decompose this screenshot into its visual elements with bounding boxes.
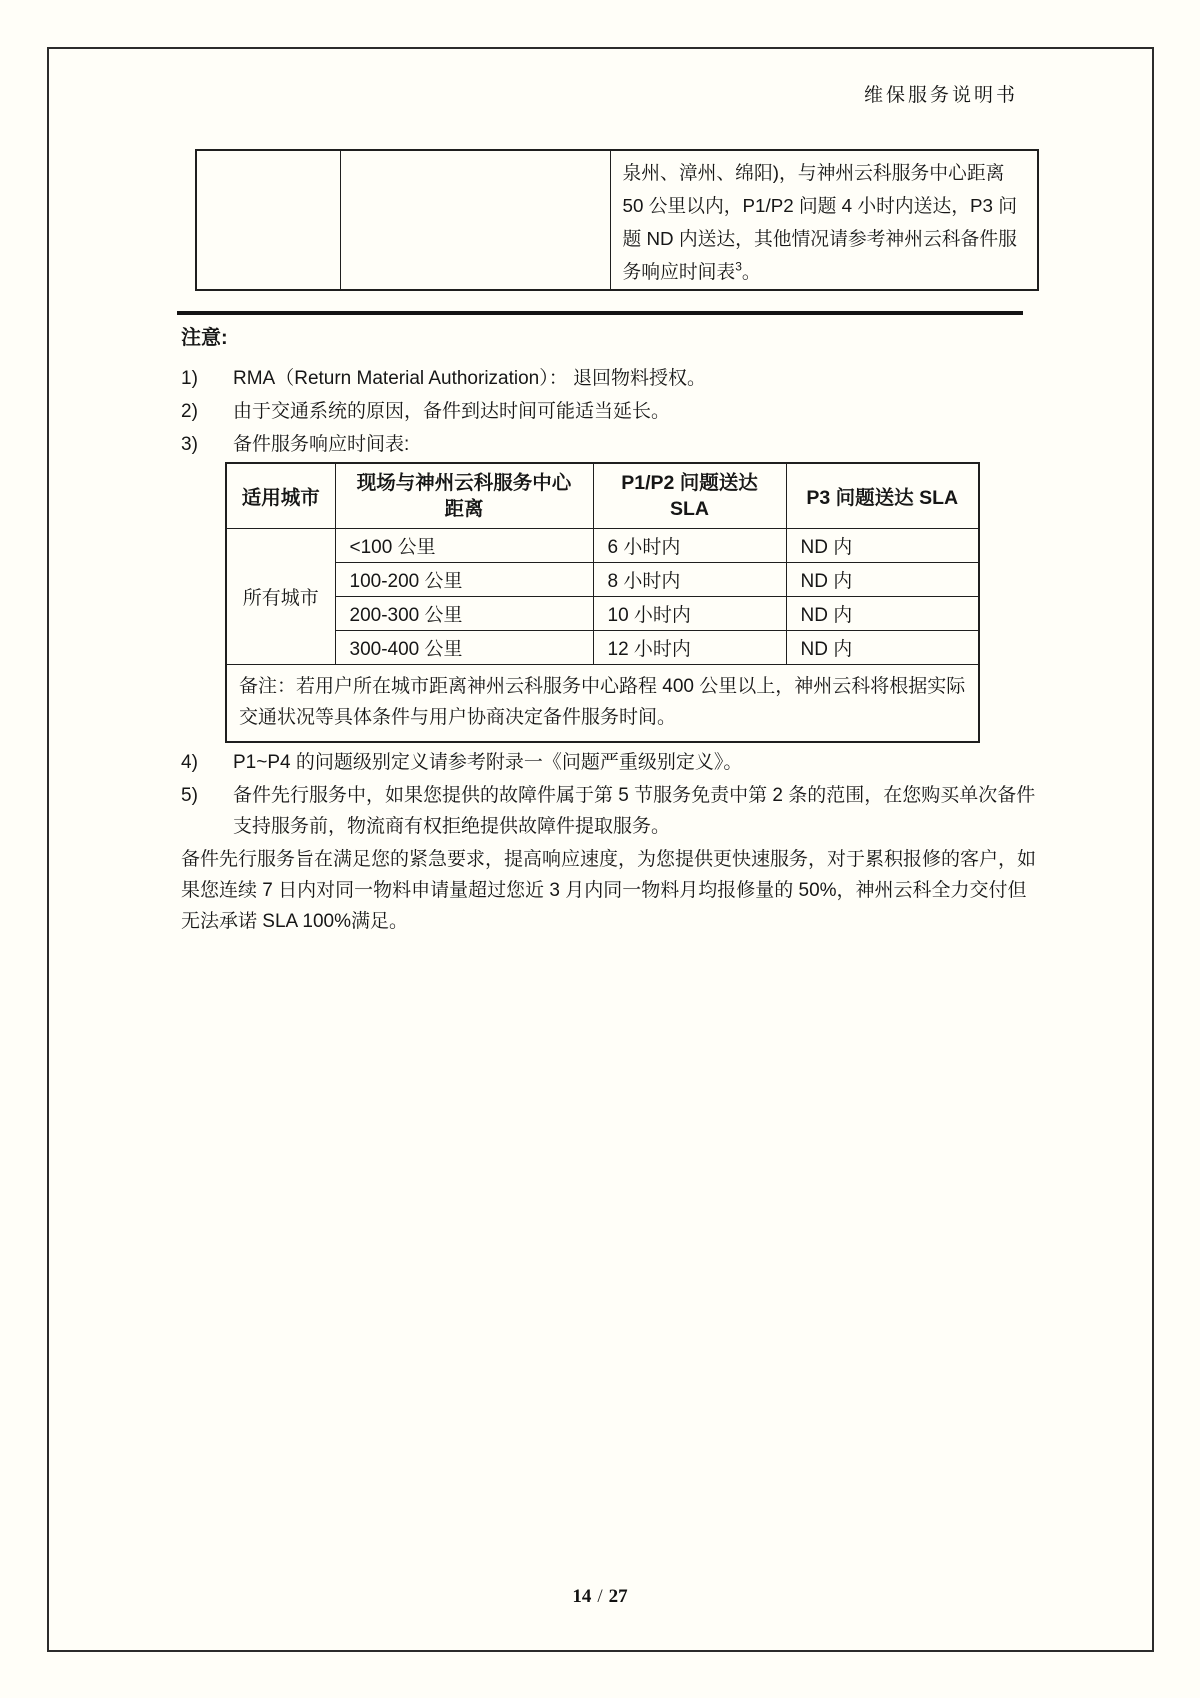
sla-p3-cell: ND 内 — [786, 529, 979, 563]
note-item-number: 2) — [181, 401, 198, 422]
sla-header-row — [226, 463, 979, 529]
note-item-1 — [181, 363, 1041, 394]
note-item-text: 备件先行服务中，如果您提供的故障件属于第 5 节服务免责中第 2 条的范围，在您购买单次备件支持服务前，物流商有权拒绝提供故障件提取服务。 — [233, 785, 1036, 837]
sla-header-distance — [335, 463, 593, 529]
note-item-2 — [181, 396, 1041, 427]
continuation-table-row — [196, 150, 1038, 290]
note-item-number: 5) — [181, 785, 198, 806]
page-header-title: 维保服务说明书 — [863, 85, 1018, 106]
sla-header-p12 — [593, 463, 786, 529]
sla-header-city: 适用城市 — [226, 463, 335, 529]
sla-note-row — [226, 665, 979, 743]
continuation-text: 泉州、漳州、绵阳)，与神州云科服务中心距离 50 公里以内，P1/P2 问题 4 小时内送达，P3 问题 ND 内送达，其他情况请参考神州云科备件服务响应时间表 — [622, 162, 1017, 282]
sla-header-p3: P3 问题送达 SLA — [786, 463, 979, 529]
notice-heading: 注意: — [181, 327, 228, 349]
note-item-4 — [181, 747, 1041, 778]
note-item-number: 3) — [181, 434, 198, 455]
continuation-cell-text — [610, 150, 1038, 290]
sla-header-p12-line1: P1/P2 问题送达 — [621, 472, 758, 494]
sla-p12-cell: 10 小时内 — [593, 597, 786, 631]
page-number-total: 27 — [608, 1586, 628, 1607]
sla-header-distance-line2: 距离 — [444, 498, 484, 520]
note-item-text: 由于交通系统的原因，备件到达时间可能适当延长。 — [233, 401, 671, 422]
sla-note-text: 备注：若用户所在城市距离神州云科服务中心路程 400 公里以上，神州云科将根据实际交通状况等具体条件与用户协商决定备件服务时间。 — [226, 665, 979, 743]
footnote-superscript-3: 3 — [735, 259, 742, 274]
page-number-separator: / — [597, 1586, 603, 1607]
sla-distance-cell: 200-300 公里 — [335, 597, 593, 631]
section-divider-rule — [177, 311, 1023, 315]
continuation-text-period: 。 — [741, 261, 761, 282]
sla-p3-cell: ND 内 — [786, 631, 979, 665]
sla-p3-cell: ND 内 — [786, 563, 979, 597]
sla-distance-cell: <100 公里 — [335, 529, 593, 563]
sla-p3-cell: ND 内 — [786, 597, 979, 631]
page-number — [0, 1586, 1200, 1608]
sla-table-row — [226, 597, 979, 631]
note-item-5 — [181, 780, 1041, 842]
page-number-current: 14 — [572, 1586, 592, 1607]
note-item-text: RMA（Return Material Authorization）： 退回物料授权。 — [233, 368, 707, 389]
continuation-cell-empty-1 — [196, 150, 340, 290]
sla-p12-cell: 6 小时内 — [593, 529, 786, 563]
sla-city-group-cell: 所有城市 — [226, 529, 335, 665]
sla-table-row — [226, 563, 979, 597]
note-item-number: 4) — [181, 752, 198, 773]
note-item-number: 1) — [181, 368, 198, 389]
sla-table-row — [226, 529, 979, 563]
sla-distance-cell: 100-200 公里 — [335, 563, 593, 597]
sla-distance-cell: 300-400 公里 — [335, 631, 593, 665]
sla-response-time-table — [225, 462, 980, 743]
notes-section — [181, 325, 1041, 937]
continuation-text-wrap — [611, 151, 1038, 288]
sla-p12-cell: 8 小时内 — [593, 563, 786, 597]
sla-p12-cell: 12 小时内 — [593, 631, 786, 665]
note-item-text: P1~P4 的问题级别定义请参考附录一《问题严重级别定义》。 — [233, 752, 743, 773]
sla-header-distance-line1: 现场与神州云科服务中心 — [356, 472, 572, 494]
sla-table-row — [226, 631, 979, 665]
continuation-cell-empty-2 — [340, 150, 610, 290]
note-item-3 — [181, 429, 1041, 460]
closing-paragraph: 备件先行服务旨在满足您的紧急要求，提高响应速度，为您提供更快速服务，对于累积报修的客户，如果您连续 7 日内对同一物料申请量超过您近 3 月内同一物料月均报修量的 50%，神州云科全力交付但无法承诺 SLA 100%满足。 — [181, 849, 1037, 932]
sla-header-p12-line2: SLA — [670, 498, 709, 520]
continuation-table — [195, 149, 1039, 291]
note-item-text: 备件服务响应时间表: — [233, 434, 410, 455]
